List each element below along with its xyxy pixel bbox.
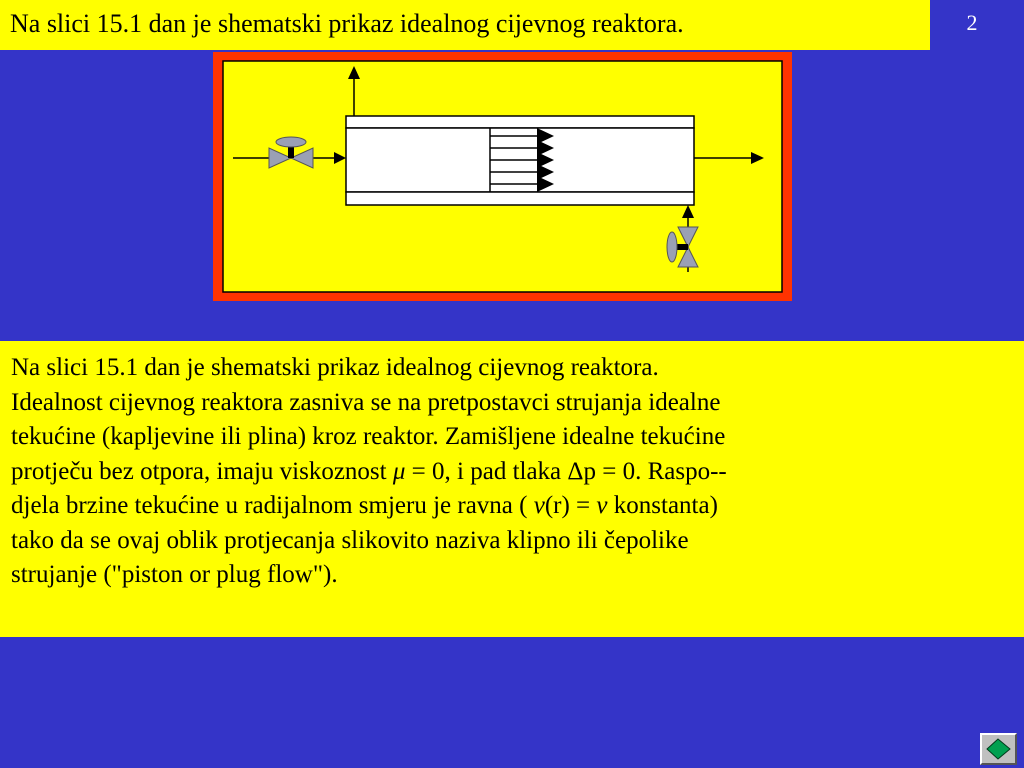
next-slide-button[interactable] — [980, 733, 1017, 765]
body-line-6: tako da se ovaj oblik protjecanja slikovito naziva klipno ili čepolike — [11, 526, 689, 554]
slide-title: Na slici 15.1 dan je shematski prikaz idealnog cijevnog reaktora. — [10, 9, 684, 38]
body-line-5-part-a: djela brzine tekućine u radijalnom smjeru je ravna ( — [11, 492, 534, 519]
viscosity-symbol: μ — [392, 457, 406, 485]
body-line-5-part-c: konstanta) — [607, 492, 718, 519]
body-line-5 — [11, 489, 1024, 524]
reactor-tube-top-wall — [346, 116, 694, 128]
body-line-5-part-b: (r) = — [544, 492, 597, 519]
next-slide-icon — [983, 736, 1014, 762]
body-line-7: strujanje ("piston or plug flow"). — [11, 561, 338, 588]
body-line-3: tekućine (kapljevine ili plina) kroz reaktor. Zamišljene idealne tekućine — [11, 423, 726, 450]
page-number: 2 — [966, 10, 978, 35]
reactor-diagram — [213, 52, 792, 301]
slide-title-box — [0, 0, 930, 50]
velocity-symbol-2: v — [596, 492, 608, 519]
velocity-symbol: v — [533, 492, 545, 519]
body-line-4-part-b: = 0, i pad tlaka Δp = 0. Raspo-- — [405, 457, 727, 485]
body-line-2: Idealnost cijevnog reaktora zasniva se na pretpostavci strujanja idealne — [11, 388, 721, 416]
body-line-1: Na slici 15.1 dan je shematski prikaz idealnog cijevnog reaktora. — [11, 354, 659, 381]
tubular-reactor-schematic-icon — [213, 52, 792, 301]
body-line-4-part-a: protječu bez otpora, imaju viskoznost — [11, 457, 393, 485]
reactor-tube-bottom-wall — [346, 192, 694, 205]
body-line-4 — [11, 455, 1024, 490]
body-text-box — [0, 341, 1024, 637]
